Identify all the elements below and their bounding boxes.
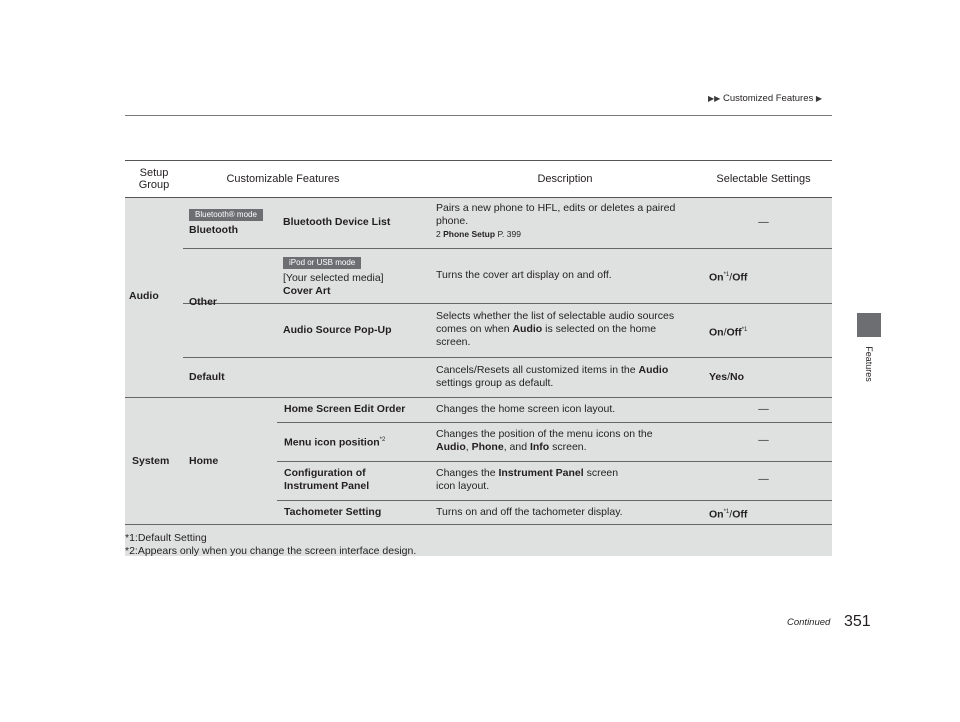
desc-cover-art: Turns the cover art display on and off. xyxy=(436,269,612,281)
subgroup-other: Other xyxy=(189,296,218,308)
setting-home-screen-edit-order: — xyxy=(758,403,769,415)
setting-tachometer-setting: On$^{*1}$/Off xyxy=(709,508,748,521)
breadcrumb-end-arrow-icon: ▶ xyxy=(815,94,823,103)
feature-cover-art: [Your selected media] Cover Art xyxy=(283,272,384,297)
breadcrumb-arrows-icon: ▶▶ xyxy=(708,94,721,103)
desc-home-screen-edit-order: Changes the home screen icon layout. xyxy=(436,403,616,415)
group-system: System xyxy=(132,455,170,467)
setting-instrument-panel-config: — xyxy=(758,473,769,485)
section-divider xyxy=(125,397,832,398)
phone-setup-link[interactable]: 2 Phone Setup P. 399 xyxy=(436,229,521,239)
desc-instrument-panel-config: Changes the Instrument Panel screen icon layout. xyxy=(436,467,619,492)
row-divider xyxy=(277,461,832,462)
setting-menu-icon-position: — xyxy=(758,434,769,446)
subgroup-bluetooth: Bluetooth xyxy=(189,224,238,236)
subgroup-home: Home xyxy=(189,455,219,467)
footnotes xyxy=(125,532,416,558)
xref-arrow-icon: 2 xyxy=(436,229,441,239)
header-setup-group: Setup Group xyxy=(138,167,170,191)
footnote-1: *1:Default Setting xyxy=(125,532,207,544)
group-audio: Audio xyxy=(129,290,159,302)
feature-bluetooth-device-list: Bluetooth Device List xyxy=(283,216,391,228)
header-customizable-features: Customizable Features xyxy=(226,173,340,185)
row-divider xyxy=(183,303,832,304)
header-rule xyxy=(125,115,832,116)
side-section-label: Features xyxy=(864,346,874,382)
section-tab-marker xyxy=(857,313,881,337)
feature-tachometer-setting: Tachometer Setting xyxy=(284,506,382,518)
table-header xyxy=(125,160,832,198)
setting-audio-source-popup: On/Off$^{*1}$ xyxy=(709,326,748,339)
row-divider xyxy=(277,500,832,501)
cover-art-mode-badge xyxy=(283,256,361,269)
page-number: 351 xyxy=(844,613,871,630)
desc-tachometer-setting: Turns on and off the tachometer display. xyxy=(436,506,623,518)
table-bottom-rule xyxy=(125,524,832,525)
setting-cover-art: On$^{*1}$/Off xyxy=(709,271,748,284)
desc-menu-icon-position: Changes the position of the menu icons on the Audio, Phone, and Info screen. xyxy=(436,428,653,453)
feature-audio-source-popup: Audio Source Pop-Up xyxy=(283,324,392,336)
bluetooth-mode-tag: Bluetooth® mode xyxy=(189,209,263,221)
subgroup-default: Default xyxy=(189,371,225,383)
setting-default: Yes/No xyxy=(709,371,745,383)
footnote-2: *2:Appears only when you change the screen interface design. xyxy=(125,545,417,557)
row-divider xyxy=(183,248,832,249)
feature-menu-icon-position: Menu icon position$^{*2}$ xyxy=(284,436,386,449)
header-description: Description xyxy=(537,173,593,185)
continued-label: Continued xyxy=(787,617,831,628)
breadcrumb-section[interactable]: Customized Features xyxy=(722,93,814,104)
feature-home-screen-edit-order: Home Screen Edit Order xyxy=(284,403,406,415)
bluetooth-mode-badge xyxy=(189,208,263,221)
setting-bluetooth-device-list: — xyxy=(758,216,769,228)
desc-audio-source-popup: Selects whether the list of selectable audio sources comes on when Audio is selected on the home screen. xyxy=(436,310,675,348)
header-selectable-settings: Selectable Settings xyxy=(716,173,811,185)
desc-bluetooth-device-list: Pairs a new phone to HFL, edits or deletes a paired phone. 2 Phone Setup P. 399 xyxy=(436,202,676,239)
breadcrumb xyxy=(708,93,822,104)
ipod-usb-mode-tag: iPod or USB mode xyxy=(283,257,361,269)
row-divider xyxy=(183,357,832,358)
feature-instrument-panel-config: Configuration of Instrument Panel xyxy=(284,467,370,492)
row-divider xyxy=(277,422,832,423)
desc-default: Cancels/Resets all customized items in the Audio settings group as default. xyxy=(436,364,669,389)
